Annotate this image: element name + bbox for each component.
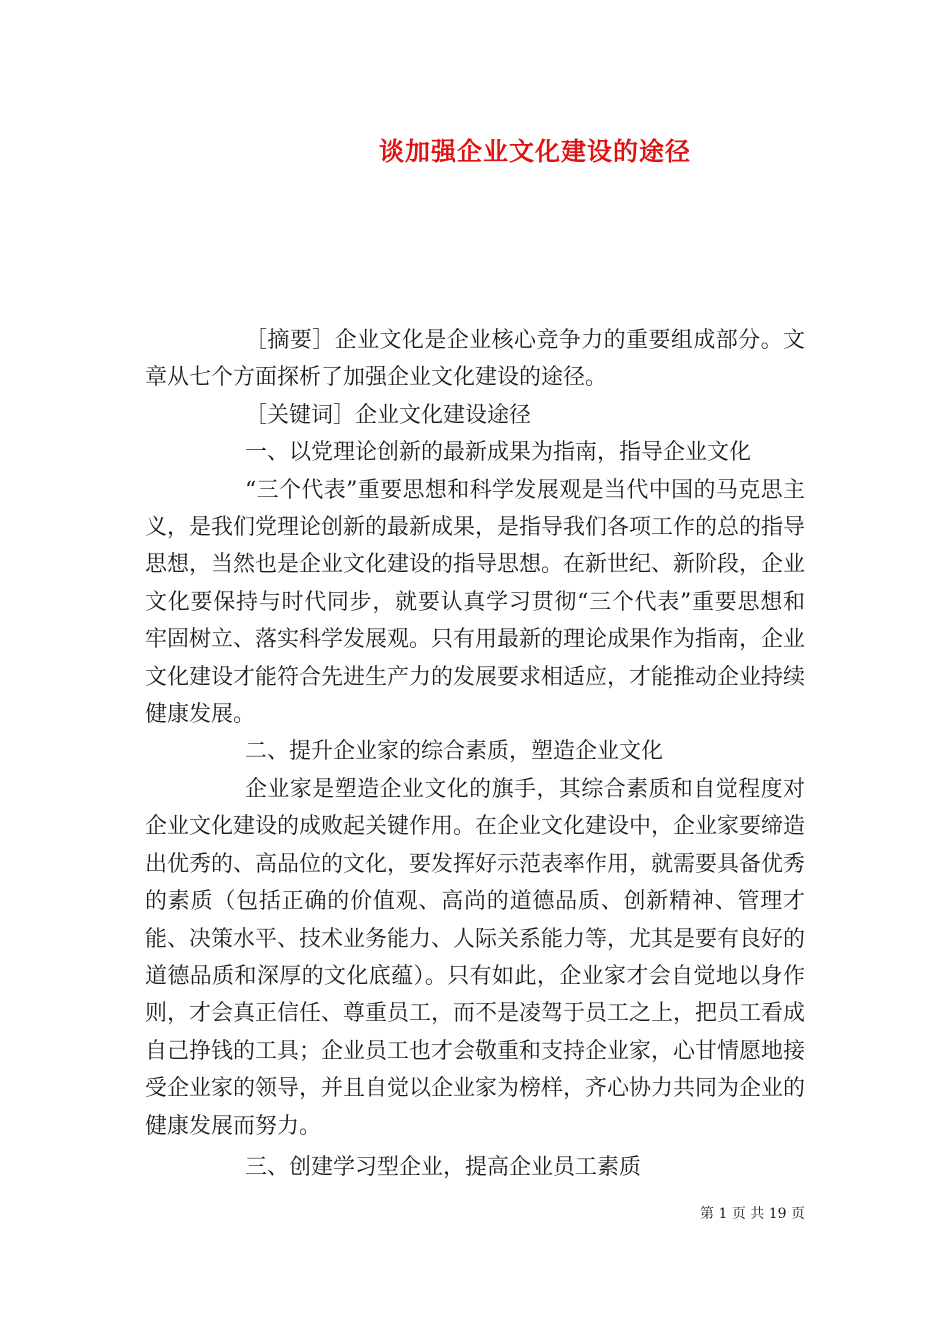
keywords-paragraph: ［关键词］企业文化建设途径: [245, 402, 532, 428]
document-body: [145, 322, 805, 1186]
section-heading-3: 三、创建学习型企业，提高企业员工素质: [245, 1154, 642, 1180]
abstract-paragraph: ［摘要］企业文化是企业核心竞争力的重要组成部分。文章从七个方面探析了加强企业文化建设的途径。: [145, 328, 805, 391]
section-1-paragraph: “三个代表”重要思想和科学发展观是当代中国的马克思主义，是我们党理论创新的最新成果，是指导我们各项工作的总的指导思想，当然也是企业文化建设的指导思想。在新世纪、新阶段，企业文化要保持与时代同步，就要认真学习贯彻“三个代表”重要思想和牢固树立、落实科学发展观。只有用最新的理论成果作为指南，企业文化建设才能符合先进生产力的发展要求相适应，才能推动企业持续健康发展。: [145, 477, 806, 728]
document-title: 谈加强企业文化建设的途径: [378, 137, 691, 166]
section-2-paragraph: 企业家是塑造企业文化的旗手，其综合素质和自觉程度对企业文化建设的成败起关键作用。在企业文化建设中，企业家要缔造出优秀的、高品位的文化，要发挥好示范表率作用，就需要具备优秀的素质（包括正确的价值观、高尚的道德品质、创新精神、管理才能、决策水平、技术业务能力、人际关系能力等，尤其是要有良好的道德品质和深厚的文化底蕴）。只有如此，企业家才会自觉地以身作则，才会真正信任、尊重员工，而不是凌驾于员工之上，把员工看成自己挣钱的工具；企业员工也才会敬重和支持企业家，心甘情愿地接受企业家的领导，并且自觉以企业家为榜样，齐心协力共同为企业的健康发展而努力。: [145, 776, 806, 1139]
section-heading-2: 二、提升企业家的综合素质，塑造企业文化: [245, 739, 664, 765]
page-number-footer: 第 1 页 共 19 页: [700, 1206, 805, 1222]
section-heading-1: 一、以党理论创新的最新成果为指南，指导企业文化: [245, 440, 752, 466]
